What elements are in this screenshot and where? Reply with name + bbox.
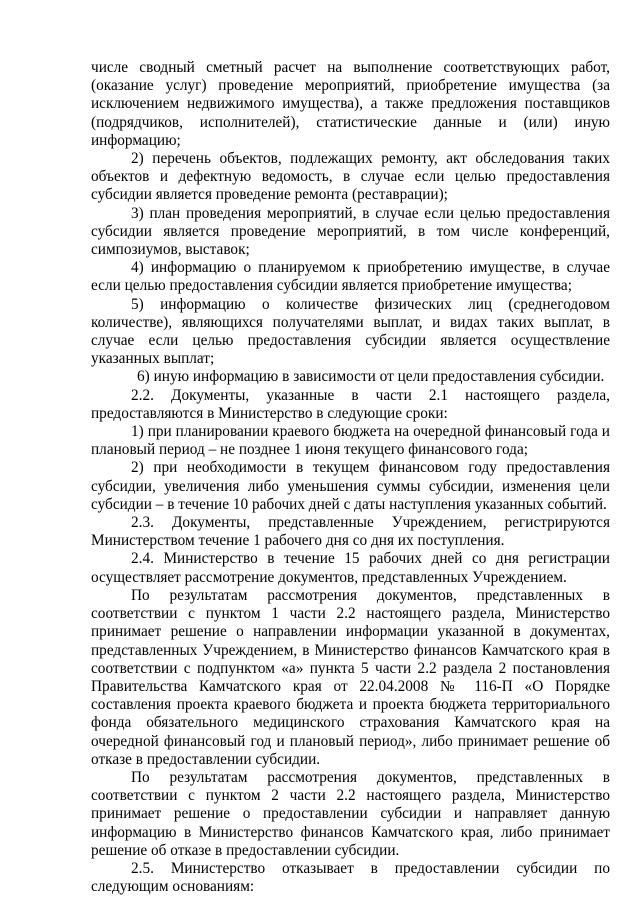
paragraph-section-2-5: 2.5. Министерство отказывает в предоставлении субсидии по следующим основаниям: bbox=[91, 859, 610, 896]
paragraph-item-4: 4) информацию о планируемом к приобретению имуществе, в случае если целью предоставления субсидии является приобретение имущества; bbox=[91, 259, 610, 295]
paragraph-deadline-2: 2) при необходимости в текущем финансовом году предоставления субсидии, увеличения либо уменьшения суммы субсидии, изменения цели субсидии – в течение 10 рабочих дней с даты наступления указанных событий. bbox=[91, 459, 610, 513]
paragraph-review-result-1: По результатам рассмотрения документов, представленных в соответствии с пунктом 1 части 2.2 настоящего раздела, Министерство принимает решение о направлении информации указанной в документах, представленных Учреждением, в Министерство финансов Камчатского края в соответствии с подпунктом «а» пункта 5 части 2.2 раздела 2 постановления Правительства Камчатского края от 22.04.2008 № 116-П «О Порядке составления проекта краевого бюджета и проекта бюджета территориального фонда обязательного медицинского страхования Камчатского края на очередной финансовый год и плановый период», либо принимает решение об отказе в предоставлении субсидии. bbox=[91, 586, 610, 768]
paragraph-section-2-4: 2.4. Министерство в течение 15 рабочих дней со дня регистрации осуществляет рассмотрение документов, представленных Учреждением. bbox=[91, 550, 610, 586]
paragraph-review-result-2: По результатам рассмотрения документов, представленных в соответствии с пунктом 2 части 2.2 настоящего раздела, Министерство принимает решение о предоставлении субсидии и направляет данную информацию в Министерство финансов Камчатского края, либо принимает решение об отказе в предоставлении субсидии. bbox=[91, 768, 610, 859]
paragraph-item-6: 6) иную информацию в зависимости от цели предоставления субсидии. bbox=[137, 368, 605, 386]
paragraph-deadline-1: 1) при планировании краевого бюджета на очередной финансовый года и плановый период – не позднее 1 июня текущего финансового года; bbox=[91, 423, 610, 459]
paragraph-section-2-3: 2.3. Документы, представленные Учреждением, регистрируются Министерством течение 1 рабочего дня со дня их поступления. bbox=[91, 514, 610, 550]
paragraph-item-2: 2) перечень объектов, подлежащих ремонту, акт обследования таких объектов и дефектную ведомость, в случае если целью предоставления субсидии является проведение ремонта (реставрации); bbox=[91, 150, 610, 204]
paragraph-item-5: 5) информацию о количестве физических лиц (среднегодовом количестве), являющихся получателями выплат, и видах таких выплат, в случае если целью предоставления субсидии является осуществление указанных выплат; bbox=[91, 295, 610, 368]
paragraph-item-3: 3) план проведения мероприятий, в случае если целью предоставления субсидии является проведение мероприятий, в том числе конференций, симпозиумов, выставок; bbox=[91, 204, 610, 259]
document-page bbox=[91, 59, 610, 896]
paragraph-section-2-2: 2.2. Документы, указанные в части 2.1 настоящего раздела, предоставляются в Министерство в следующие сроки: bbox=[91, 386, 610, 422]
paragraph-continuation: числе сводный сметный расчет на выполнение соответствующих работ, (оказание услуг) проведение мероприятий, приобретение имущества (за исключением недвижимого имущества), а также предложения поставщиков (подрядчиков, исполнителей), статистические данные и (или) иную информацию; bbox=[91, 59, 610, 149]
